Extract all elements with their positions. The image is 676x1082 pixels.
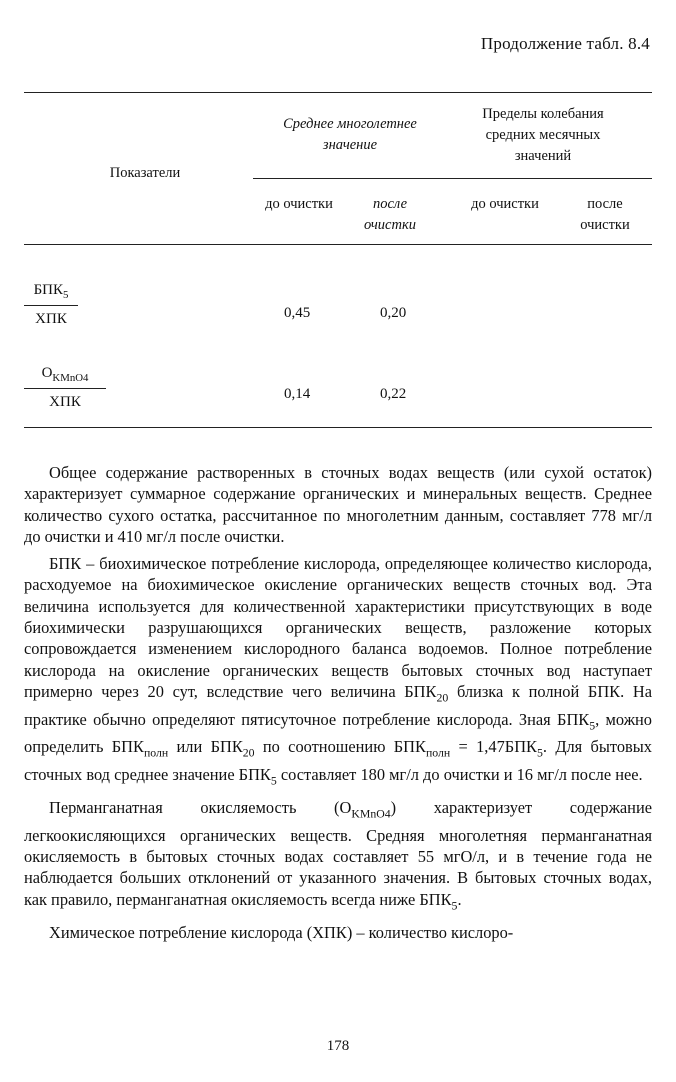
table-header-bottom-rule [24, 244, 652, 245]
subheader-mean-before: до очистки [265, 196, 333, 212]
column-group-mean: Среднее многолетнее значение [283, 116, 417, 154]
row1-mean-after: 0,20 [380, 305, 407, 321]
denominator-text: ХПК [49, 394, 81, 411]
numerator-subscript: KMnO4 [52, 372, 89, 384]
paragraph-permanganate: Перманганатная окисляемость $(О_{KMnO4})$ характеризует содержание легкоокисляющихся органических веществ. Средняя многолетняя перманганатная окисляемость в бытовых сточных водах составляет 55 мгО/л, и в течение года не наблюдается больших отклонений от указанного значения. В бытовых сточных водах, как правило, перманганатная окисляемость всегда ниже $БПК_5$. [24, 798, 652, 913]
table-row-indicator-permanganate-cod [24, 364, 106, 412]
table-top-rule [24, 92, 652, 93]
row2-mean-after: 0,22 [380, 386, 407, 402]
fraction-bar [24, 388, 106, 389]
fraction-bar [24, 305, 78, 306]
paragraph-dry-residue: Общее содержание растворенных в сточных водах веществ (или сухой остаток) характеризует суммарное содержание органических и минеральных веществ. Среднее количество сухого остатка, рассчитанное по многолетним данным, составляет 778 мг/л до очистки и 410 мг/л после очистки. [24, 463, 652, 546]
row1-mean-before: 0,45 [284, 305, 311, 321]
table-header-mid-rule [253, 178, 652, 179]
numerator-text: О [41, 365, 53, 381]
subheader-range-after: после очистки [580, 196, 630, 234]
subheader-range-before: до очистки [471, 196, 539, 212]
table-row-indicator-bod-cod [24, 281, 78, 329]
denominator-text: ХПК [35, 311, 67, 328]
table-continuation-caption: Продолжение табл. 8.4 [480, 34, 650, 53]
subheader-mean-after: после очистки [364, 196, 416, 234]
row2-mean-before: 0,14 [284, 386, 311, 402]
paragraph-bod: БПК – биохимическое потребление кислорода, определяющее количество кислорода, расходуемое на биохимическое окисление органических веществ сточных вод. Эта величина используется для количественной характеристики присутствующих в воде биохимически разрушающихся органических веществ, разложение которых сопровождается изменением кислородного баланса водоемов. Полное потребление кислорода на окисление органических веществ бытовых сточных вод наступает примерно через 20 сут, вследствие чего величина $БПК_{20}$ близка к полной БПК. На практике обычно определяют пятисуточное потребление кислорода. Зная $БПК_5$, можно определить $БПК_{полн}$ или $БПК_{20}$ по соотношению $БПК_{полн} = 1,47БПК_5$. Для бытовых сточных вод среднее значение $БПК_5$ составляет 180 мг/л до очистки и 16 мг/л после нее. [24, 554, 652, 787]
body-text [24, 462, 652, 944]
page-number: 178 [326, 1038, 350, 1054]
column-header-indicator: Показатели [109, 165, 181, 181]
numerator-subscript: 5 [63, 289, 69, 301]
column-group-range: Пределы колебания средних месячных значений [482, 106, 604, 165]
numerator-text: БПК [33, 282, 64, 298]
table-bottom-rule [24, 427, 652, 428]
paragraph-cod: Химическое потребление кислорода (ХПК) – количество кислоро- [49, 923, 514, 943]
